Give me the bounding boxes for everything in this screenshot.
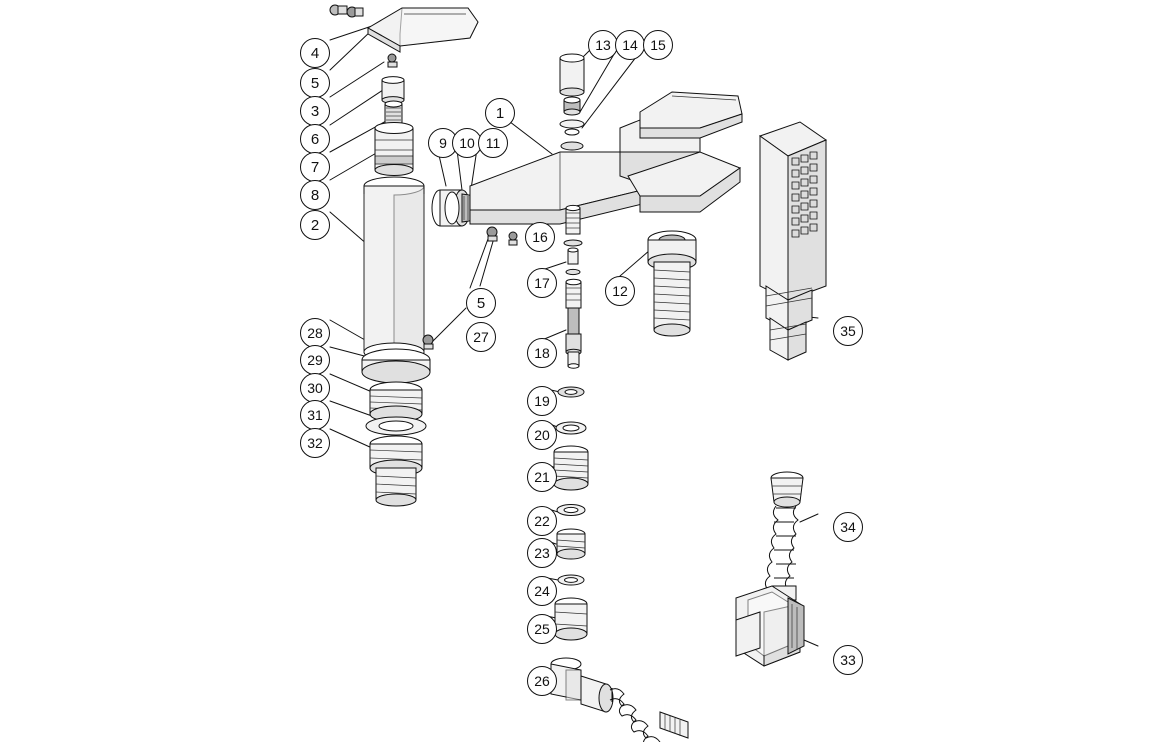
callout-34[interactable]: 34 [833,512,863,542]
part-base-fixings [362,349,430,506]
part-screws-top [330,5,363,17]
callout-20[interactable]: 20 [527,420,557,450]
callout-10[interactable]: 10 [452,128,482,158]
part-grub-screw-and-spacer [382,54,404,103]
callout-5-upper[interactable]: 5 [300,68,330,98]
callout-30[interactable]: 30 [300,373,330,403]
callout-12[interactable]: 12 [605,276,635,306]
callout-17[interactable]: 17 [527,268,557,298]
callout-6[interactable]: 6 [300,124,330,154]
callout-35[interactable]: 35 [833,316,863,346]
callout-4[interactable]: 4 [300,38,330,68]
callout-14[interactable]: 14 [615,30,645,60]
callout-28[interactable]: 28 [300,318,330,348]
callout-26[interactable]: 26 [527,666,557,696]
callout-5-lower[interactable]: 5 [466,288,496,318]
part-main-body-column [364,177,424,361]
callout-2[interactable]: 2 [300,210,330,240]
callout-21[interactable]: 21 [527,462,557,492]
part-cartridge-body [375,123,413,176]
callout-11[interactable]: 11 [478,128,508,158]
callout-24[interactable]: 24 [527,576,557,606]
callout-16[interactable]: 16 [525,222,555,252]
part-valve-stack [564,205,582,368]
callout-7[interactable]: 7 [300,152,330,182]
callout-25[interactable]: 25 [527,614,557,644]
callout-19[interactable]: 19 [527,386,557,416]
callout-32[interactable]: 32 [300,428,330,458]
part-top-stem-pieces [560,54,584,150]
part-shower-handset [760,122,826,360]
part-lever-handle-left [368,8,478,52]
callout-31[interactable]: 31 [300,400,330,430]
callout-15[interactable]: 15 [643,30,673,60]
callout-1[interactable]: 1 [485,98,515,128]
callout-33[interactable]: 33 [833,645,863,675]
callout-22[interactable]: 22 [527,506,557,536]
callout-13[interactable]: 13 [588,30,618,60]
callout-8[interactable]: 8 [300,180,330,210]
part-shower-hose [765,472,803,600]
callout-3[interactable]: 3 [300,96,330,126]
part-shower-outlet [648,231,696,336]
callout-18[interactable]: 18 [527,338,557,368]
callout-29[interactable]: 29 [300,345,330,375]
part-lower-stack [551,387,688,742]
callout-23[interactable]: 23 [527,538,557,568]
callout-27[interactable]: 27 [466,322,496,352]
callout-9[interactable]: 9 [428,128,458,158]
